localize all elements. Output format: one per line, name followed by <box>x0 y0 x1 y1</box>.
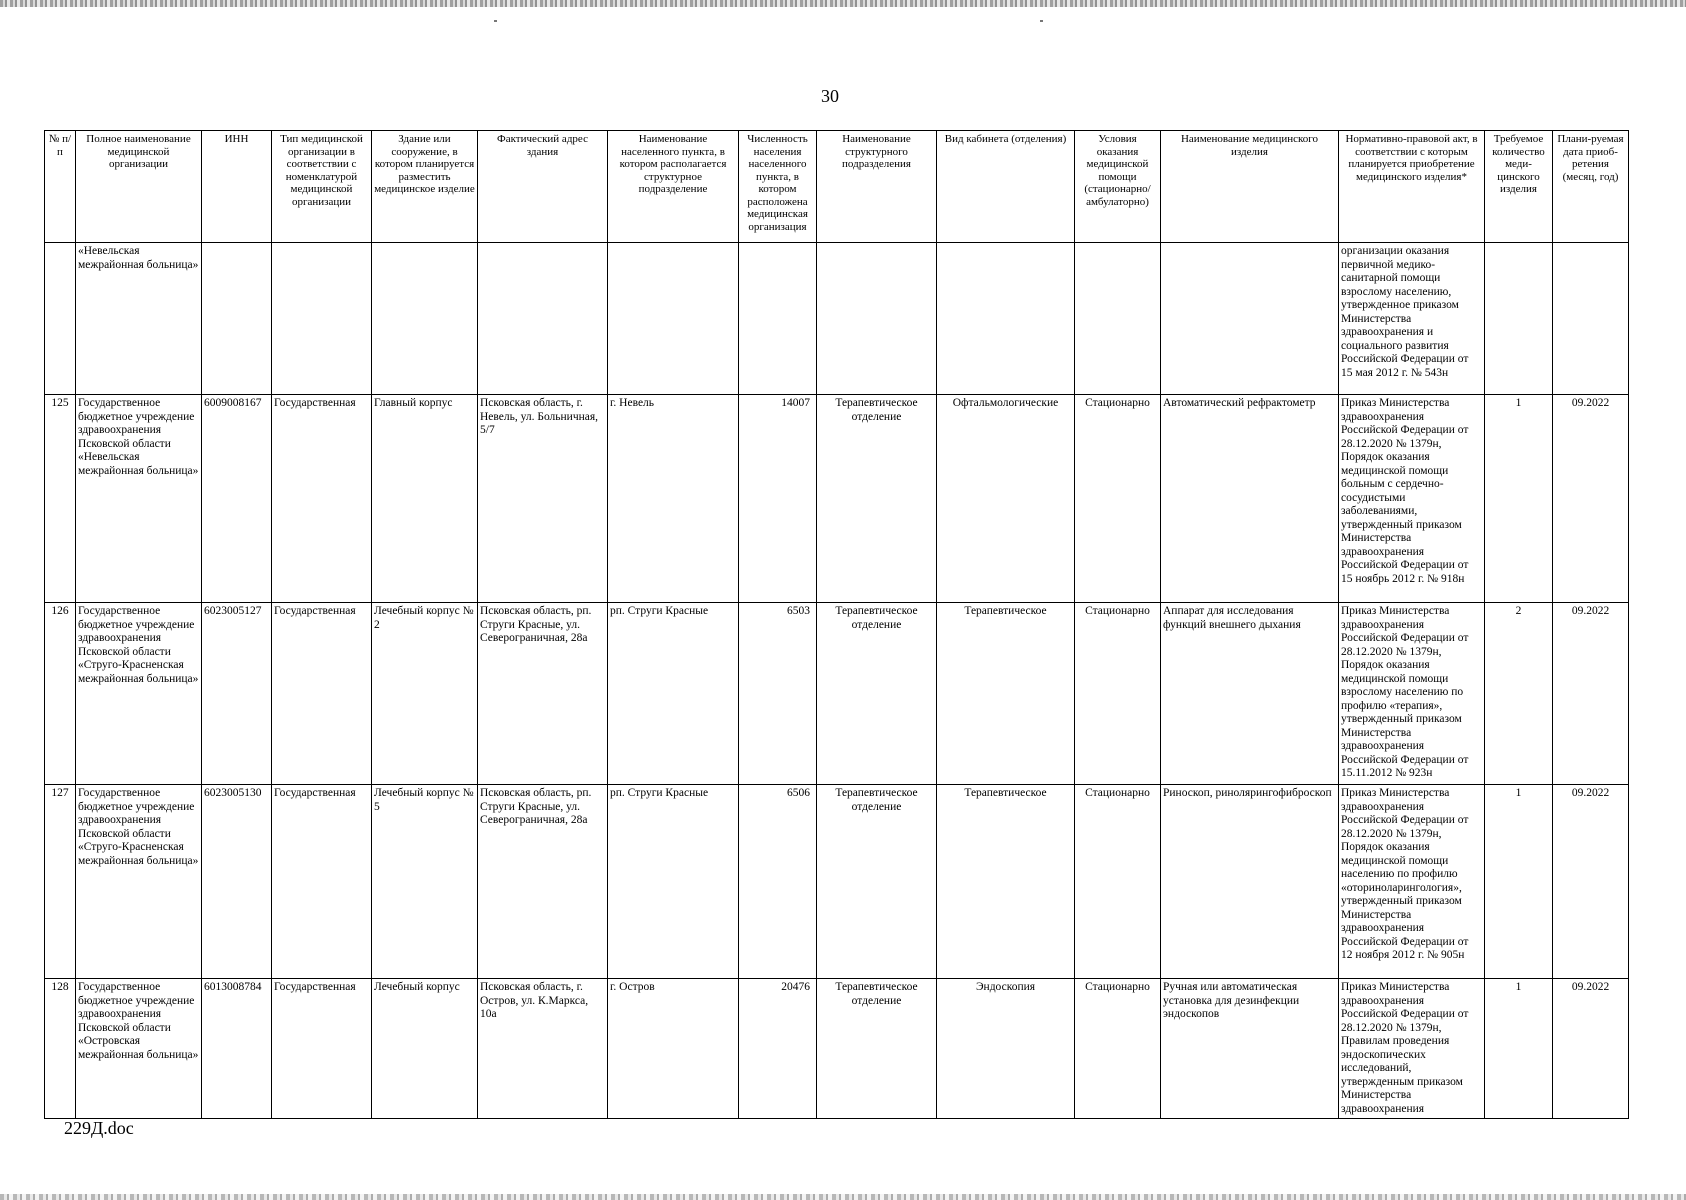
org-type-cell: Государственная <box>272 603 372 785</box>
org-name-cell: Государственное бюджетное учреждение здравоохранения Псковской области «Невельская межрайонная больница» <box>76 395 202 603</box>
device-cell: Аппарат для исследования функций внешнего дыхания <box>1161 603 1339 785</box>
org-name-cell: Государственное бюджетное учреждение здравоохранения Псковской области «Струго-Красненская межрайонная больница» <box>76 603 202 785</box>
conditions-cell: Стационарно <box>1075 395 1161 603</box>
header-cell: Нормативно-правовой акт, в соответствии с которым планируется приобретение медицинского изделия* <box>1339 131 1485 243</box>
population-cell: 6506 <box>739 785 817 979</box>
row-number: 127 <box>45 785 76 979</box>
header-cell: Численность населения населенного пункта, в котором расположена медицинская организация <box>739 131 817 243</box>
header-cell: Вид кабинета (отделения) <box>937 131 1075 243</box>
org-type-cell: Государственная <box>272 979 372 1119</box>
row-number: 125 <box>45 395 76 603</box>
locality-cell: г. Остров <box>608 979 739 1119</box>
quantity-cell: 1 <box>1485 395 1553 603</box>
inn-cell: 6023005127 <box>202 603 272 785</box>
quantity-cell: 2 <box>1485 603 1553 785</box>
org-type-cell: Государственная <box>272 395 372 603</box>
table-row <box>45 785 1629 979</box>
header-cell: Наименование населенного пункта, в котором располагается структурное подразделение <box>608 131 739 243</box>
locality-cell: г. Невель <box>608 395 739 603</box>
legal-act-cell: Приказ Министерства здравоохранения Российской Федерации от 28.12.2020 № 1379н, Правилам проведения эндоскопических исследований, утвержденным приказом Министерства здравоохранения <box>1339 979 1485 1119</box>
purchase-date-cell: 09.2022 <box>1553 979 1629 1119</box>
device-cell: Риноскоп, ринолярингофиброскоп <box>1161 785 1339 979</box>
locality-cell: рп. Струги Красные <box>608 785 739 979</box>
cabinet-cell: Терапевтическое <box>937 785 1075 979</box>
header-cell: Полное наименование медицинской организации <box>76 131 202 243</box>
header-cell: Условия оказания медицинской помощи (стационарно/ амбулаторно) <box>1075 131 1161 243</box>
purchase-date-cell: 09.2022 <box>1553 603 1629 785</box>
quantity-cell: 1 <box>1485 785 1553 979</box>
building-cell: Лечебный корпус № 2 <box>372 603 478 785</box>
conditions-cell: Стационарно <box>1075 603 1161 785</box>
scan-speck <box>1040 20 1043 22</box>
conditions-cell: Стационарно <box>1075 979 1161 1119</box>
unit-cell: Терапевтическое отделение <box>817 785 937 979</box>
header-cell: Плани-руемая дата приоб-ретения (месяц, год) <box>1553 131 1629 243</box>
scan-edge-bottom <box>0 1194 1686 1200</box>
purchase-date-cell: 09.2022 <box>1553 785 1629 979</box>
legal-act-cell: организации оказания первичной медико-санитарной помощи взрослому населению, утвержденное приказом Министерства здравоохранения и социального развития Российской Федерации от 15 мая 2012 г. № 543н <box>1339 243 1485 395</box>
unit-cell: Терапевтическое отделение <box>817 603 937 785</box>
table-row <box>45 395 1629 603</box>
equipment-table <box>44 130 1629 1119</box>
header-cell: Здание или сооружение, в котором планируется разместить медицинское изделие <box>372 131 478 243</box>
header-cell: Фактический адрес здания <box>478 131 608 243</box>
inn-cell: 6013008784 <box>202 979 272 1119</box>
org-name-cell: Государственное бюджетное учреждение здравоохранения Псковской области «Островская межрайонная больница» <box>76 979 202 1119</box>
locality-cell: рп. Струги Красные <box>608 603 739 785</box>
table-row <box>45 979 1629 1119</box>
header-cell: Наименование структурного подразделения <box>817 131 937 243</box>
row-number: 126 <box>45 603 76 785</box>
building-cell: Лечебный корпус <box>372 979 478 1119</box>
cabinet-cell: Терапевтическое <box>937 603 1075 785</box>
header-cell: Тип медицинской организации в соответствии с номенклатурой медицинской организации <box>272 131 372 243</box>
address-cell: Псковская область, г. Невель, ул. Больничная, 5/7 <box>478 395 608 603</box>
row-number: 128 <box>45 979 76 1119</box>
unit-cell: Терапевтическое отделение <box>817 979 937 1119</box>
header-cell: Наименование медицинского изделия <box>1161 131 1339 243</box>
table-row-continuation <box>45 243 1629 395</box>
building-cell: Главный корпус <box>372 395 478 603</box>
org-name-cell: «Невельская межрайонная больница» <box>76 243 202 395</box>
scan-edge-top <box>0 0 1686 7</box>
quantity-cell: 1 <box>1485 979 1553 1119</box>
header-cell: ИНН <box>202 131 272 243</box>
header-cell: № п/п <box>45 131 76 243</box>
scan-speck <box>494 20 497 22</box>
inn-cell: 6023005130 <box>202 785 272 979</box>
file-name-footer: 229Д.doc <box>64 1118 134 1138</box>
org-name-cell: Государственное бюджетное учреждение здравоохранения Псковской области «Струго-Красненская межрайонная больница» <box>76 785 202 979</box>
legal-act-cell: Приказ Министерства здравоохранения Российской Федерации от 28.12.2020 № 1379н, Порядок оказания медицинской помощи взрослому населению по профилю «терапия», утвержденный приказом Министерства здравоохранения Российской Федерации от 15.11.2012 № 923н <box>1339 603 1485 785</box>
unit-cell: Терапевтическое отделение <box>817 395 937 603</box>
device-cell: Автоматический рефрактометр <box>1161 395 1339 603</box>
org-type-cell: Государственная <box>272 785 372 979</box>
device-cell: Ручная или автоматическая установка для дезинфекции эндоскопов <box>1161 979 1339 1119</box>
legal-act-cell: Приказ Министерства здравоохранения Российской Федерации от 28.12.2020 № 1379н, Порядок оказания медицинской помощи больным с сердечно-сосудистыми заболеваниями, утвержденный приказом Министерства здравоохранения Российской Федерации от 15 ноябрь 2012 г. № 918н <box>1339 395 1485 603</box>
inn-cell: 6009008167 <box>202 395 272 603</box>
page-number: 30 <box>821 86 839 106</box>
purchase-date-cell: 09.2022 <box>1553 395 1629 603</box>
legal-act-cell: Приказ Министерства здравоохранения Российской Федерации от 28.12.2020 № 1379н, Порядок оказания медицинской помощи населению по профилю «оториноларингология», утвержденный приказом Министерства здравоохранения Российской Федерации от 12 ноября 2012 г. № 905н <box>1339 785 1485 979</box>
cabinet-cell: Эндоскопия <box>937 979 1075 1119</box>
header-cell: Требуемое количество меди-цинского изделия <box>1485 131 1553 243</box>
conditions-cell: Стационарно <box>1075 785 1161 979</box>
population-cell: 14007 <box>739 395 817 603</box>
address-cell: Псковская область, г. Остров, ул. К.Маркса, 10а <box>478 979 608 1119</box>
table-row <box>45 603 1629 785</box>
population-cell: 20476 <box>739 979 817 1119</box>
address-cell: Псковская область, рп. Струги Красные, ул. Северограничная, 28а <box>478 785 608 979</box>
population-cell: 6503 <box>739 603 817 785</box>
building-cell: Лечебный корпус № 5 <box>372 785 478 979</box>
cabinet-cell: Офтальмологические <box>937 395 1075 603</box>
table-header-row <box>45 131 1629 243</box>
address-cell: Псковская область, рп. Струги Красные, ул. Северограничная, 28а <box>478 603 608 785</box>
